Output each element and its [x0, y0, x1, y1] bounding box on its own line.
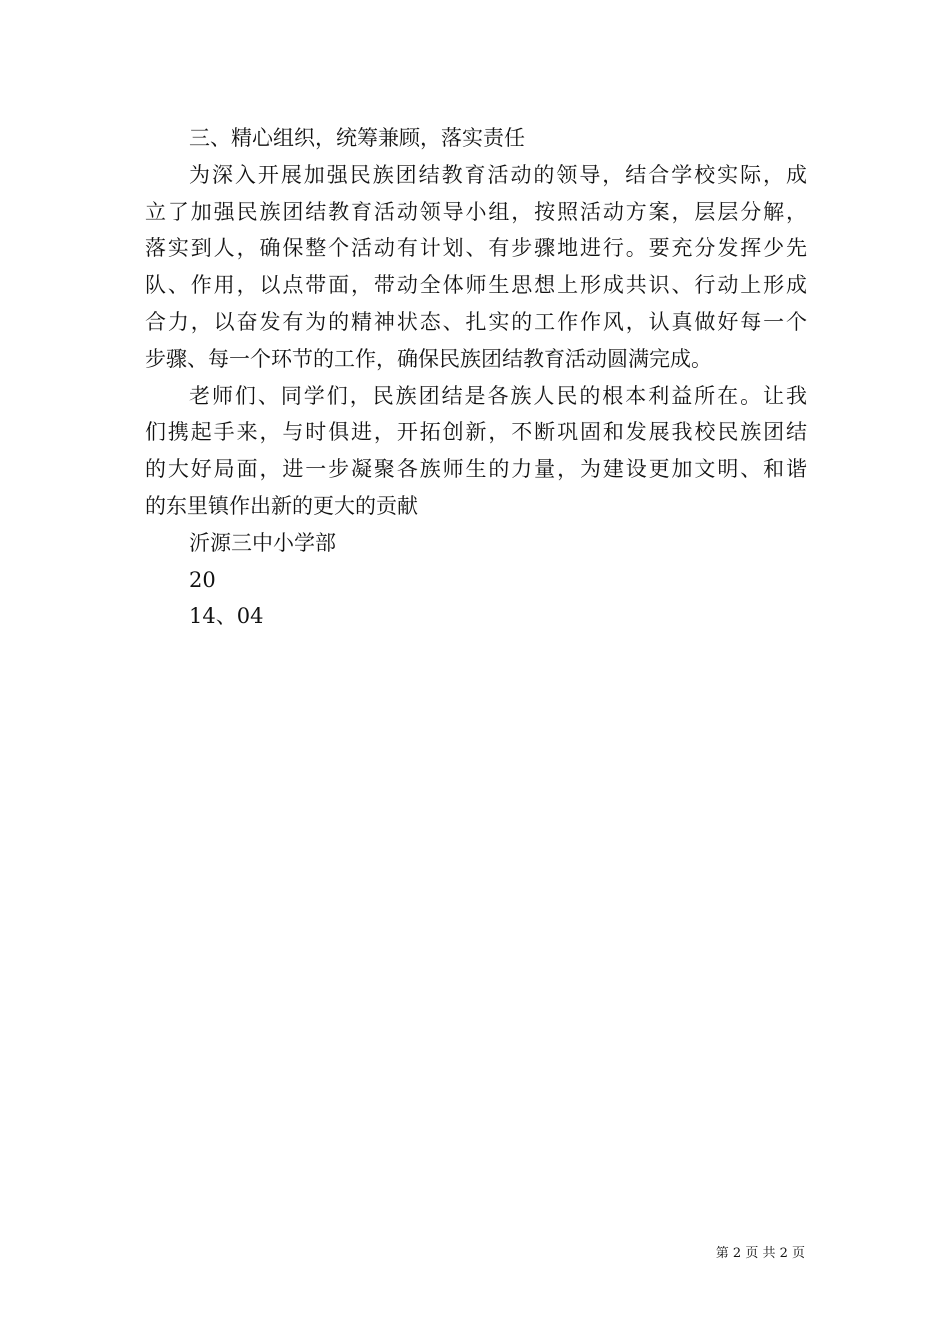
paragraph-line: 们携起手来，与时俱进，开拓创新，不断巩固和发展我校民族团结	[145, 420, 807, 445]
document-body	[145, 120, 807, 635]
paragraph-line: 合力，以奋发有为的精神状态、扎实的工作作风，认真做好每一个	[145, 309, 807, 334]
paragraph-line: 立了加强民族团结教育活动领导小组，按照活动方案，层层分解，	[145, 199, 807, 224]
paragraph-line: 队、作用，以点带面，带动全体师生思想上形成共识、行动上形成	[145, 273, 807, 298]
section-heading: 三、精心组织，统筹兼顾，落实责任	[189, 126, 525, 150]
date-line: 14、04	[189, 604, 264, 629]
paragraph-line: 步骤、每一个环节的工作，确保民族团结教育活动圆满完成。	[145, 346, 712, 371]
paragraph-line: 老师们、同学们，民族团结是各族人民的根本利益所在。让我	[189, 383, 807, 408]
paragraph-closing	[145, 378, 807, 525]
signature: 沂源三中小学部	[189, 530, 336, 555]
page-number-footer: 第 2 页 共 2 页	[715, 1246, 805, 1261]
paragraph-line: 的大好局面，进一步凝聚各族师生的力量，为建设更加文明、和谐	[145, 457, 807, 482]
date-line: 20	[189, 567, 216, 592]
paragraph-leadership	[145, 157, 807, 378]
paragraph-line: 为深入开展加强民族团结教育活动的领导，结合学校实际，成	[189, 162, 807, 187]
paragraph-line: 的东里镇作出新的更大的贡献	[145, 493, 418, 518]
paragraph-line: 落实到人，确保整个活动有计划、有步骤地进行。要充分发挥少先	[145, 236, 807, 261]
